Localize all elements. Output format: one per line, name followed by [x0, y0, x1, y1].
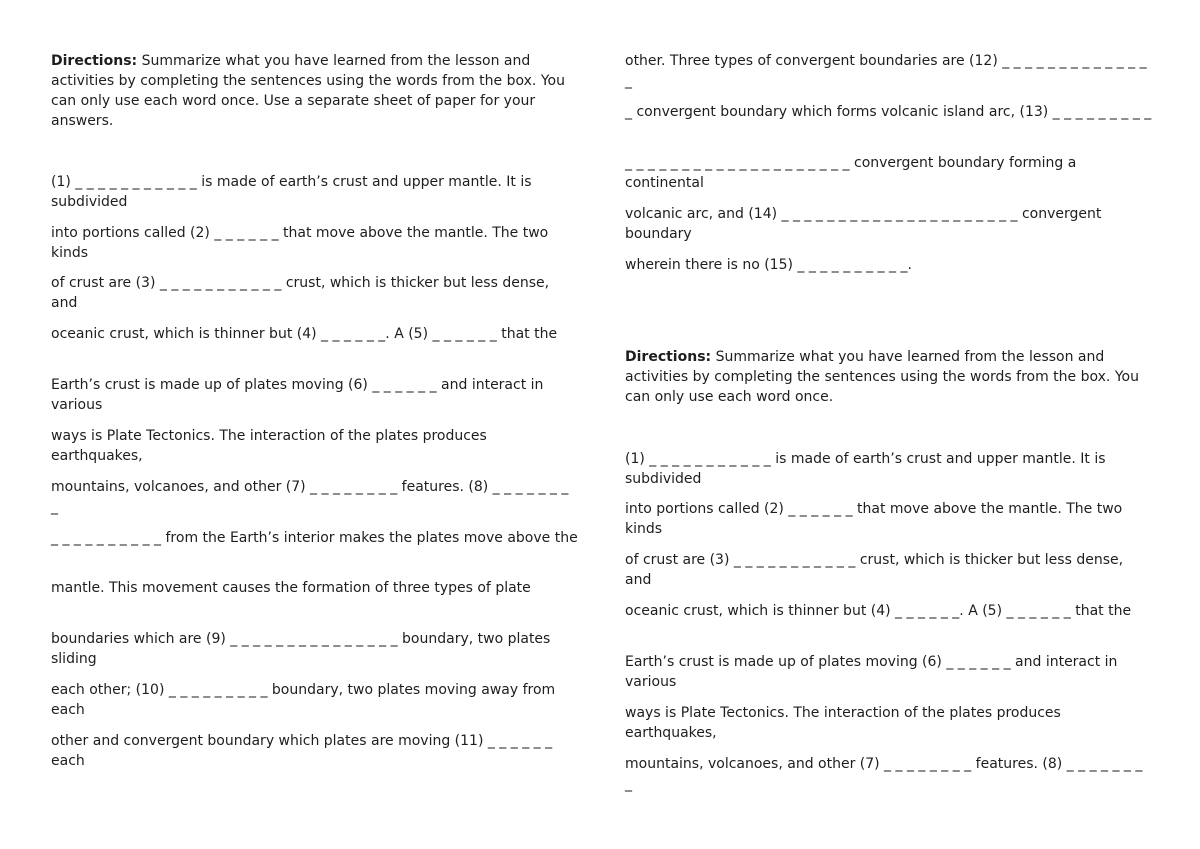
- left-sentence-11: each other; (10) _ _ _ _ _ _ _ _ _ boundary, two plates moving away from each: [51, 682, 560, 718]
- left-sentence-5: Earth’s crust is made up of plates moving (6) _ _ _ _ _ _ and interact in various: [51, 377, 548, 413]
- right-top-sentence-3: _ _ _ _ _ _ _ _ _ _ _ _ _ _ _ _ _ _ _ _ convergent boundary forming a continental: [625, 155, 1081, 191]
- right-directions: [625, 347, 1153, 407]
- right-sentence-1: (1) _ _ _ _ _ _ _ _ _ _ _ is made of earth’s crust and upper mantle. It is subdivided: [625, 451, 1110, 487]
- left-directions-label: Directions:: [51, 53, 138, 69]
- right-directions-text: Summarize what you have learned from the lesson and activities by completing the sentences using the words from the box. You can only use each word once.: [625, 349, 1144, 405]
- left-directions: [51, 51, 579, 131]
- left-sentence-2: into portions called (2) _ _ _ _ _ _ that move above the mantle. The two kinds: [51, 225, 553, 261]
- right-sentence-2: into portions called (2) _ _ _ _ _ _ that move above the mantle. The two kinds: [625, 501, 1127, 537]
- left-sentence-4: oceanic crust, which is thinner but (4) _ _ _ _ _ _. A (5) _ _ _ _ _ _ that the: [51, 326, 558, 342]
- left-sentence-8: _ _ _ _ _ _ _ _ _ _ from the Earth’s interior makes the plates move above the: [51, 530, 578, 546]
- right-directions-label: Directions:: [625, 349, 712, 365]
- right-top-sentence-4: volcanic arc, and (14) _ _ _ _ _ _ _ _ _ _ _ _ _ _ _ _ _ _ _ _ _ convergent boundary: [625, 206, 1106, 242]
- right-top-sentence-1: other. Three types of convergent boundaries are (12) _ _ _ _ _ _ _ _ _ _ _ _ _ _: [625, 53, 1152, 89]
- left-sentence-9: mantle. This movement causes the formation of three types of plate: [51, 580, 531, 596]
- right-sentence-6: ways is Plate Tectonics. The interaction of the plates produces earthquakes,: [625, 705, 1066, 741]
- left-sentence-12: other and convergent boundary which plates are moving (11) _ _ _ _ _ _ each: [51, 733, 557, 769]
- left-sentence-7: mountains, volcanoes, and other (7) _ _ _ _ _ _ _ _ features. (8) _ _ _ _ _ _ _ _: [51, 479, 573, 515]
- left-sentence-3: of crust are (3) _ _ _ _ _ _ _ _ _ _ _ crust, which is thicker but less dense, and: [51, 275, 554, 311]
- right-sentence-4: oceanic crust, which is thinner but (4) _ _ _ _ _ _. A (5) _ _ _ _ _ _ that the: [625, 603, 1132, 619]
- right-top-sentence-2: _ convergent boundary which forms volcanic island arc, (13) _ _ _ _ _ _ _ _ _: [625, 104, 1152, 120]
- left-sentence-6: ways is Plate Tectonics. The interaction of the plates produces earthquakes,: [51, 428, 492, 464]
- left-sentence-1: (1) _ _ _ _ _ _ _ _ _ _ _ is made of earth’s crust and upper mantle. It is subdivided: [51, 174, 536, 210]
- right-sentence-3: of crust are (3) _ _ _ _ _ _ _ _ _ _ _ crust, which is thicker but less dense, and: [625, 552, 1128, 588]
- right-top-sentence-5: wherein there is no (15) _ _ _ _ _ _ _ _ _ _.: [625, 257, 912, 273]
- left-sentence-10: boundaries which are (9) _ _ _ _ _ _ _ _ _ _ _ _ _ _ _ boundary, two plates sliding: [51, 631, 555, 667]
- left-directions-text: Summarize what you have learned from the lesson and activities by completing the sentences using the words from the box. You can only use each word once. Use a separate sheet of paper for your answers.: [51, 53, 570, 129]
- right-sentence-7: mountains, volcanoes, and other (7) _ _ _ _ _ _ _ _ features. (8) _ _ _ _ _ _ _ _: [625, 756, 1147, 792]
- right-sentence-5: Earth’s crust is made up of plates moving (6) _ _ _ _ _ _ and interact in various: [625, 654, 1122, 690]
